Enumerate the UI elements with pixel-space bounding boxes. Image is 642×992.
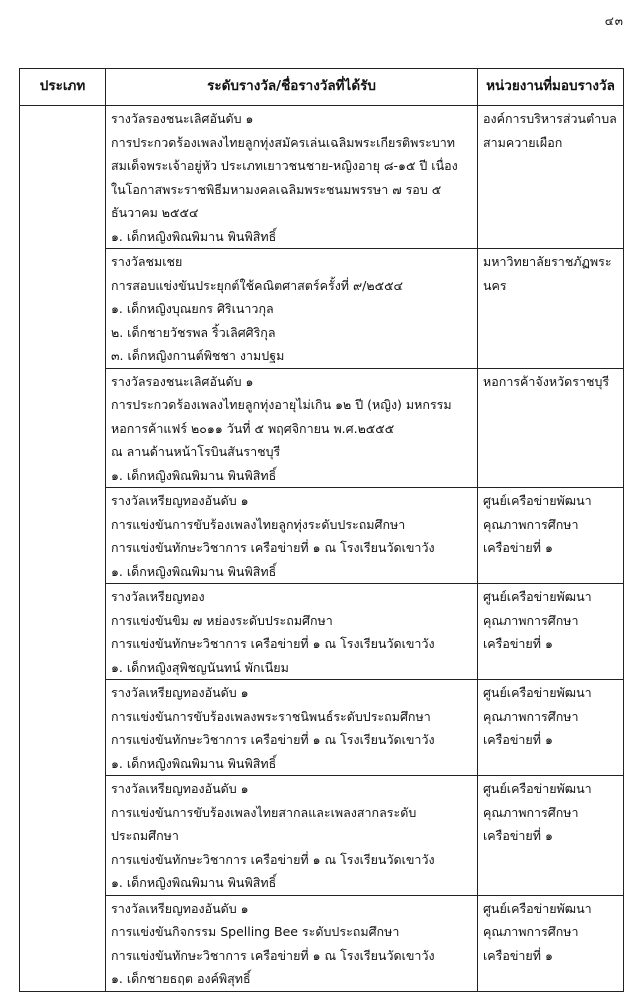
table-row <box>20 106 624 249</box>
organization-line: ศูนย์เครือข่ายพัฒนา <box>483 493 592 508</box>
award-detail-cell <box>106 776 478 896</box>
table-row <box>20 680 624 776</box>
header-organization: หน่วยงานที่มอบรางวัล <box>478 69 624 106</box>
award-line: การแข่งขันการขับร้องเพลงไทยลูกทุ่งระดับประถมศึกษา <box>111 516 406 532</box>
table-row <box>20 584 624 680</box>
award-line: รางวัลเหรียญทองอันดับ ๑ <box>111 900 249 916</box>
organization-line: คุณภาพการศึกษา <box>483 708 579 724</box>
award-line: การประกวดร้องเพลงไทยลูกทุ่งสมัครเล่นเฉลิมพระเกียรติพระบาท <box>111 134 456 150</box>
award-line: การแข่งขันกิจกรรม Spelling Bee ระดับประถมศึกษา <box>111 924 400 939</box>
award-line: ๑. เด็กหญิงพิณพิมาน พินพิสิทธิ์ <box>111 563 277 579</box>
organization-line: คุณภาพการศึกษา <box>483 612 579 628</box>
award-line: การแข่งขันทักษะวิชาการ เครือข่ายที่ ๑ ณ โรงเรียนวัดเขาวัง <box>111 851 435 867</box>
organization-cell <box>478 488 624 584</box>
award-detail-cell <box>106 488 478 584</box>
organization-line: มหาวิทยาลัยราชภัฏพระ <box>483 254 612 269</box>
organization-line: ศูนย์เครือข่ายพัฒนา <box>483 589 592 604</box>
organization-cell <box>478 106 624 249</box>
award-line: การแข่งขันการขับร้องเพลงไทยสากลและเพลงสากลระดับ <box>111 804 417 820</box>
award-line: การแข่งขันทักษะวิชาการ เครือข่ายที่ ๑ ณ โรงเรียนวัดเขาวัง <box>111 540 435 555</box>
award-line: ในโอกาสพระราชพิธีมหามงคลเฉลิมพระชนมพรรษา ๗ รอบ ๕ <box>111 181 442 197</box>
award-line: การแข่งขันการขับร้องเพลงพระราชนิพนธ์ระดับประถมศึกษา <box>111 708 431 724</box>
award-line: ๑. เด็กหญิงบุณยกร ศิริเนาวกุล <box>111 301 274 316</box>
award-line: การแข่งขันทักษะวิชาการ เครือข่ายที่ ๑ ณ โรงเรียนวัดเขาวัง <box>111 947 435 963</box>
award-line: การสอบแข่งขันประยุกต์ใช้คณิตศาสตร์ครั้งที่ ๙/๒๕๕๔ <box>111 277 403 293</box>
award-line: การประกวดร้องเพลงไทยลูกทุ่งอายุไม่เกิน ๑๒ ปี (หญิง) มหกรรม <box>111 397 452 412</box>
award-line: หอการค้าแฟร์ ๒๐๑๑ วันที่ ๕ พฤศจิกายน พ.ศ.๒๕๕๕ <box>111 420 395 436</box>
organization-line: ศูนย์เครือข่ายพัฒนา <box>483 900 592 916</box>
organization-line: เครือข่ายที่ ๑ <box>483 540 553 555</box>
award-line: รางวัลรองชนะเลิศอันดับ ๑ <box>111 111 254 126</box>
organization-line: สามควายเผือก <box>483 134 563 150</box>
table-body <box>20 106 624 992</box>
category-cell <box>20 106 106 992</box>
organization-cell <box>478 680 624 776</box>
organization-line: ศูนย์เครือข่ายพัฒนา <box>483 781 592 796</box>
organization-cell <box>478 249 624 369</box>
award-line: รางวัลเหรียญทอง <box>111 589 205 604</box>
organization-line: นคร <box>483 277 507 293</box>
award-line: ธันวาคม ๒๕๕๔ <box>111 205 199 220</box>
award-line: การแข่งขันทักษะวิชาการ เครือข่ายที่ ๑ ณ โรงเรียนวัดเขาวัง <box>111 732 435 747</box>
award-detail-cell <box>106 106 478 249</box>
organization-line: เครือข่ายที่ ๑ <box>483 947 553 963</box>
award-line: รางวัลชมเชย <box>111 254 183 269</box>
organization-line: องค์การบริหารส่วนตำบล <box>483 111 617 126</box>
award-detail-cell <box>106 895 478 991</box>
organization-line: ศูนย์เครือข่ายพัฒนา <box>483 685 592 700</box>
organization-cell <box>478 776 624 896</box>
award-line: รางวัลรองชนะเลิศอันดับ ๑ <box>111 373 254 389</box>
table-row <box>20 249 624 369</box>
award-line: ๑. เด็กหญิงพิณพิมาน พินพิสิทธิ์ <box>111 467 277 483</box>
table-header-row <box>20 69 624 106</box>
organization-cell <box>478 584 624 680</box>
header-award: ระดับรางวัล/ชื่อรางวัลที่ได้รับ <box>106 69 478 106</box>
award-line: รางวัลเหรียญทองอันดับ ๑ <box>111 685 249 700</box>
award-line: ๑. เด็กหญิงสุพิชญนันทน์ พักเนียม <box>111 659 289 675</box>
organization-line: หอการค้าจังหวัดราชบุรี <box>483 373 610 389</box>
table-row <box>20 488 624 584</box>
award-line: ประถมศึกษา <box>111 828 179 843</box>
organization-line: เครือข่ายที่ ๑ <box>483 732 553 747</box>
award-line: ๑. เด็กชายธฤต องค์พิสุทธิ์ <box>111 971 251 986</box>
organization-line: เครือข่ายที่ ๑ <box>483 636 553 651</box>
award-line: การแข่งขันทักษะวิชาการ เครือข่ายที่ ๑ ณ โรงเรียนวัดเขาวัง <box>111 636 435 651</box>
award-detail-cell <box>106 368 478 488</box>
award-line: ๑. เด็กหญิงพิณพิมาน พินพิสิทธิ์ <box>111 875 277 890</box>
organization-cell <box>478 368 624 488</box>
award-line: สมเด็จพระเจ้าอยู่หัว ประเภทเยาวชนชาย-หญิงอายุ ๘-๑๕ ปี เนื่อง <box>111 158 458 173</box>
organization-cell <box>478 895 624 991</box>
award-line: ณ ลานด้านหน้าโรบินสันราชบุรี <box>111 444 281 459</box>
award-line: ๒. เด็กชายวัชรพล ริ้วเลิศศิริกุล <box>111 324 276 340</box>
table-row <box>20 776 624 896</box>
organization-line: คุณภาพการศึกษา <box>483 924 579 939</box>
organization-line: คุณภาพการศึกษา <box>483 516 579 532</box>
organization-line: เครือข่ายที่ ๑ <box>483 828 553 843</box>
award-line: ๑. เด็กหญิงพิณพิมาน พินพิสิทธิ์ <box>111 228 277 244</box>
award-line: ๓. เด็กหญิงกานต์พิชชา งามปฐม <box>111 348 285 363</box>
award-line: การแข่งขันขิม ๗ หย่องระดับประถมศึกษา <box>111 612 333 628</box>
page-number: ๔๓ <box>604 14 624 28</box>
organization-line: คุณภาพการศึกษา <box>483 804 579 820</box>
award-line: ๑. เด็กหญิงพิณพิมาน พินพิสิทธิ์ <box>111 755 277 771</box>
award-detail-cell <box>106 680 478 776</box>
awards-table <box>19 68 624 992</box>
award-detail-cell <box>106 249 478 369</box>
award-line: รางวัลเหรียญทองอันดับ ๑ <box>111 781 249 796</box>
table-row <box>20 895 624 991</box>
award-line: รางวัลเหรียญทองอันดับ ๑ <box>111 493 249 508</box>
header-category: ประเภท <box>20 69 106 106</box>
award-detail-cell <box>106 584 478 680</box>
table-row <box>20 368 624 488</box>
